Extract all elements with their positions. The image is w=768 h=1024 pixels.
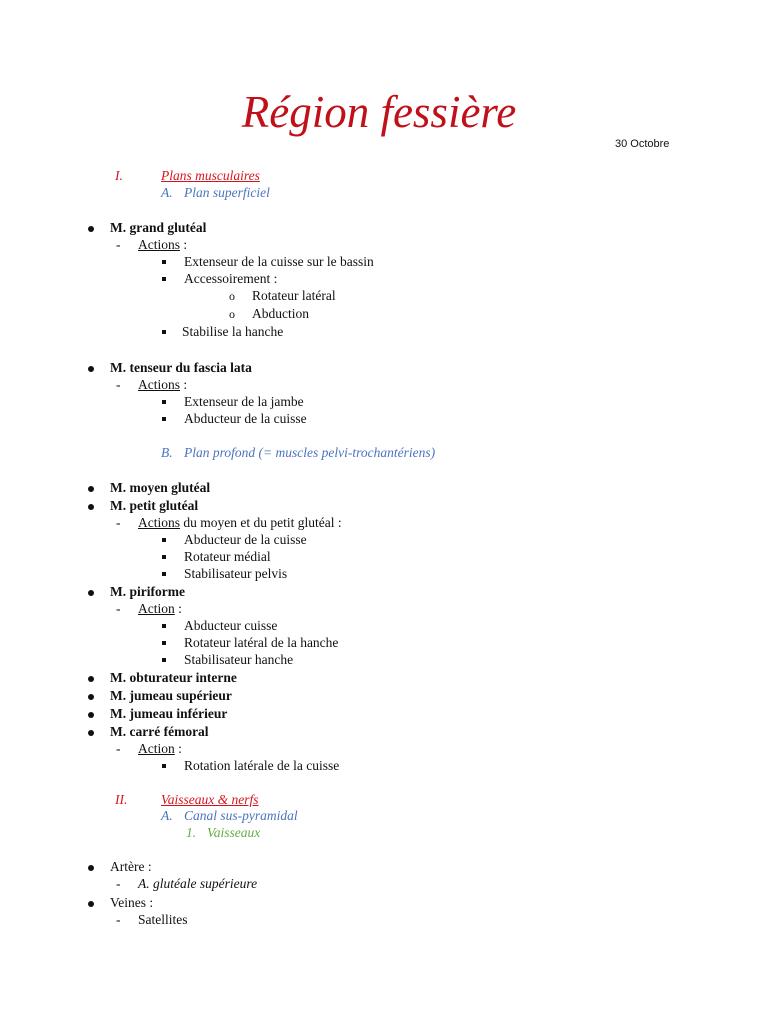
muscle-tenseur-fascia-lata: M. tenseur du fascia lata [110, 360, 252, 375]
list-item: Abducteur de la cuisse [184, 411, 307, 426]
muscle-jumeau-superieur: M. jumeau supérieur [110, 688, 232, 703]
open-circle-bullet-icon: o [229, 289, 235, 303]
bullet-icon [88, 901, 94, 907]
bullet-icon [88, 865, 94, 871]
list-item: Abducteur cuisse [184, 618, 278, 633]
actions-line-petit-gluteal [138, 515, 342, 531]
bullet-icon [88, 366, 94, 372]
bullet-icon [88, 504, 94, 510]
square-bullet-icon [162, 658, 166, 662]
bullet-icon [88, 590, 94, 596]
section-2-number: II. [115, 792, 128, 807]
square-bullet-icon [162, 624, 166, 628]
bullet-icon [88, 694, 94, 700]
subsection-a2-heading: Canal sus-pyramidal [184, 808, 298, 823]
subsection-b1-number: B. [161, 445, 173, 460]
square-bullet-icon [162, 330, 166, 334]
square-bullet-icon [162, 555, 166, 559]
artere-item: A. glutéale supérieure [138, 876, 258, 891]
action-label: Action [138, 741, 175, 756]
square-bullet-icon [162, 641, 166, 645]
square-bullet-icon [162, 538, 166, 542]
muscle-carre-femoral: M. carré fémoral [110, 724, 209, 739]
actions-line-grand-gluteal [138, 237, 187, 253]
subsubsection-1-heading: Vaisseaux [207, 825, 261, 840]
bullet-icon [88, 730, 94, 736]
square-bullet-icon [162, 277, 166, 281]
muscle-piriforme: M. piriforme [110, 584, 185, 599]
action-line-piriforme [138, 601, 182, 617]
actions-label: Actions [138, 515, 180, 530]
bullet-icon [88, 712, 94, 718]
actions-colon: : [180, 377, 188, 392]
veines-label: Veines : [110, 895, 154, 910]
actions-rest: du moyen et du petit glutéal : [180, 515, 342, 530]
list-item: Rotateur latéral [252, 288, 336, 303]
actions-label: Actions [138, 377, 180, 392]
muscle-petit-gluteal: M. petit glutéal [110, 498, 199, 513]
dash-icon: - [116, 377, 121, 392]
action-colon: : [174, 601, 182, 616]
actions-line-tenseur [138, 377, 187, 393]
bullet-icon [88, 486, 94, 492]
document-date: 30 Octobre [615, 138, 670, 150]
dash-icon: - [116, 237, 121, 252]
square-bullet-icon [162, 260, 166, 264]
actions-label: Actions [138, 237, 180, 252]
subsection-a2-number: A. [161, 808, 173, 823]
bullet-icon [88, 676, 94, 682]
list-item: Extenseur de la jambe [184, 394, 304, 409]
list-item: Extenseur de la cuisse sur le bassin [184, 254, 374, 269]
open-circle-bullet-icon: o [229, 307, 235, 321]
dash-icon: - [116, 601, 121, 616]
artere-label: Artère : [110, 859, 152, 874]
subsubsection-1-number: 1. [186, 825, 197, 840]
list-item: Rotateur médial [184, 549, 271, 564]
square-bullet-icon [162, 400, 166, 404]
list-item: Abducteur de la cuisse [184, 532, 307, 547]
section-1-number: I. [115, 168, 123, 183]
document-title: Région fessière [241, 87, 517, 137]
square-bullet-icon [162, 417, 166, 421]
list-item: Accessoirement : [184, 271, 278, 286]
dash-icon: - [116, 741, 121, 756]
section-2-heading: Vaisseaux & nerfs [161, 792, 259, 807]
list-item: Rotateur latéral de la hanche [184, 635, 339, 650]
actions-colon: : [180, 237, 188, 252]
subsection-a1-heading: Plan superficiel [184, 185, 270, 200]
subsection-a1-number: A. [161, 185, 173, 200]
section-1-heading: Plans musculaires [161, 168, 260, 183]
veines-item: Satellites [138, 912, 188, 927]
square-bullet-icon [162, 764, 166, 768]
muscle-obturateur-interne: M. obturateur interne [110, 670, 237, 685]
bullet-icon [88, 226, 94, 232]
list-item: Rotation latérale de la cuisse [184, 758, 340, 773]
square-bullet-icon [162, 572, 166, 576]
dash-icon: - [116, 912, 121, 927]
dash-icon: - [116, 515, 121, 530]
list-item: Abduction [252, 306, 309, 321]
action-label: Action [138, 601, 175, 616]
list-item: Stabilisateur hanche [184, 652, 294, 667]
action-line-carre-femoral [138, 741, 182, 757]
muscle-moyen-gluteal: M. moyen glutéal [110, 480, 211, 495]
muscle-grand-gluteal: M. grand glutéal [110, 220, 207, 235]
list-item: Stabilise la hanche [182, 324, 284, 339]
dash-icon: - [116, 876, 121, 891]
list-item: Stabilisateur pelvis [184, 566, 288, 581]
action-colon: : [174, 741, 182, 756]
subsection-b1-heading: Plan profond (= muscles pelvi-trochantériens) [184, 445, 436, 460]
muscle-jumeau-inferieur: M. jumeau inférieur [110, 706, 228, 721]
